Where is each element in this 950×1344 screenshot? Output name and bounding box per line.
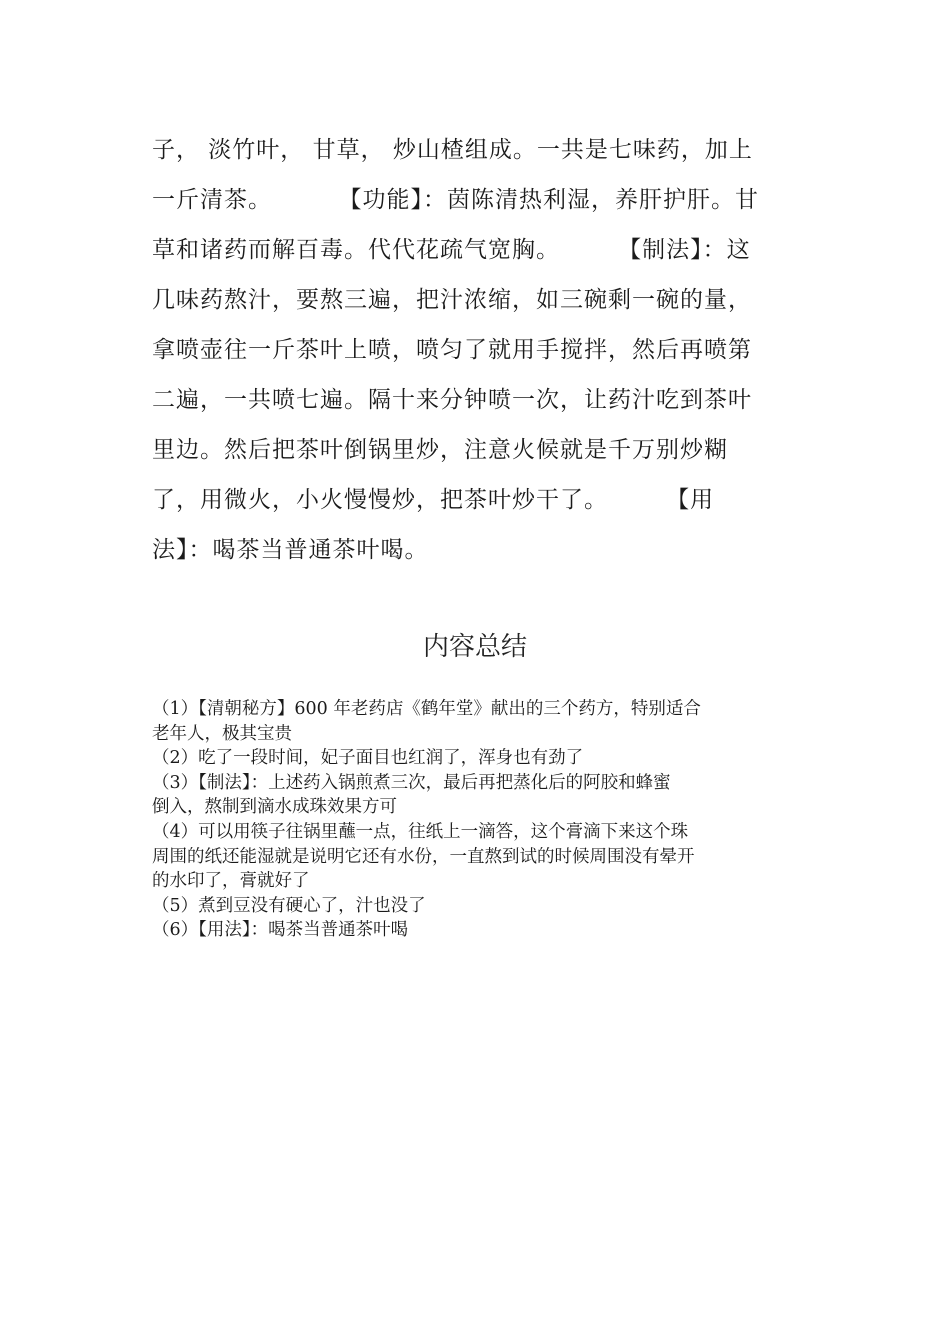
body-line: 几味药熬汁，要熬三遍，把汁浓缩，如三碗剩一碗的量， [152, 287, 752, 313]
body-line: 拿喷壶往一斤茶叶上喷，喷匀了就用手搅拌，然后再喷第 [152, 337, 752, 363]
summary-line: （4）可以用筷子往锅里蘸一点，往纸上一滴答，这个膏滴下来这个珠 [152, 821, 689, 842]
summary-line: （1）【清朝秘方】600 年老药店《鹤年堂》献出的三个药方，特别适合 [152, 699, 701, 719]
summary-line: 倒入，熬制到滴水成珠效果方可 [152, 797, 397, 818]
summary-line: 老年人，极其宝贵 [152, 723, 292, 744]
body-line: 里边。然后把茶叶倒锅里炒，注意火候就是千万别炒糊 [152, 437, 728, 463]
body-line: 二遍，一共喷七遍。隔十来分钟喷一次，让药汁吃到茶叶 [152, 387, 752, 413]
body-line: 草和诸药而解百毒。代代花疏气宽胸。 【制法】：这 [152, 237, 751, 263]
summary-title: 内容总结 [422, 632, 527, 662]
summary-line: （2）吃了一段时间，妃子面目也红润了，浑身也有劲了 [152, 748, 584, 769]
summary-list [152, 697, 812, 943]
body-line: 了，用微火，小火慢慢炒，把茶叶炒干了。 【用 [152, 487, 715, 513]
summary-line: （6）【用法】：喝茶当普通茶叶喝 [152, 920, 409, 941]
body-line: 一斤清茶。 【功能】：茵陈清热利湿，养肝护肝。甘 [152, 187, 759, 213]
summary-line: 周围的纸还能湿就是说明它还有水份，一直熬到试的时候周围没有晕开 [152, 846, 695, 867]
summary-line: （3）【制法】：上述药入锅煎煮三次，最后再把蒸化后的阿胶和蜂蜜 [152, 772, 671, 793]
body-line: 法】：喝茶当普通茶叶喝。 [152, 537, 429, 563]
body-line: 子， 淡竹叶， 甘草， 炒山楂组成。一共是七味药，加上 [152, 137, 753, 163]
summary-line: （5）煮到豆没有硬心了，汁也没了 [152, 895, 426, 916]
summary-line: 的水印了，膏就好了 [152, 871, 310, 892]
